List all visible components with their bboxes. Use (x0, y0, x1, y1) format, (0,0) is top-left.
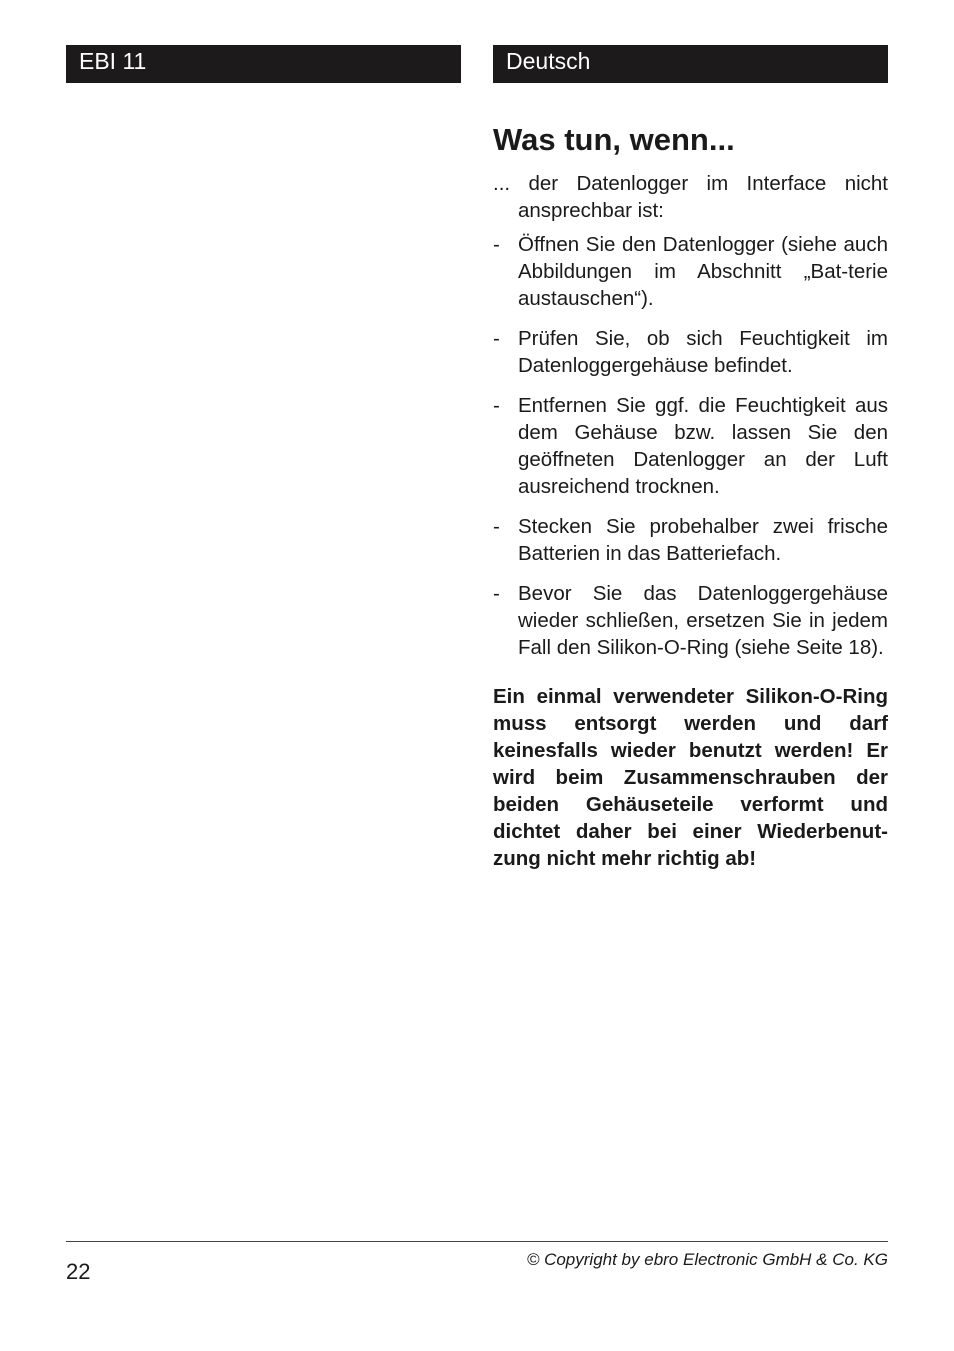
list-item (493, 231, 888, 312)
list-item-text: Prüfen Sie, ob sich Feuchtigkeit im Datenloggergehäuse befindet. (518, 327, 888, 377)
copyright-notice: © Copyright by ebro Electronic GmbH & Co. KG (526, 1250, 888, 1269)
list-item (493, 392, 888, 500)
list-dash: - (493, 515, 500, 538)
list-item (493, 580, 888, 661)
list-item (493, 513, 888, 567)
list-dash: - (493, 233, 500, 256)
section-intro: ... der Datenlogger im Interface nicht ansprechbar ist: (493, 172, 888, 222)
list-dash: - (493, 394, 500, 417)
footer-divider (66, 1241, 888, 1242)
section-title: Was tun, wenn... (493, 122, 735, 157)
header-product-bar (66, 45, 461, 83)
troubleshooting-section (493, 118, 888, 893)
list-item-text: Entfernen Sie ggf. die Feuchtigkeit aus dem Gehäuse bzw. lassen Sie den geöffneten Datenlogger an der Luft ausreichend trocknen. (518, 394, 888, 498)
list-item-text: Öffnen Sie den Datenlogger (siehe auch Abbildungen im Abschnitt „Bat-terie austauschen“). (518, 233, 888, 310)
list-dash: - (493, 582, 500, 605)
list-item (493, 325, 888, 379)
header-language-bar (493, 45, 888, 83)
warning-note: Ein einmal verwendeter Silikon-O-Ring muss entsorgt werden und darf keinesfalls wieder benutzt werden! Er wird beim Zusammenschrauben der beiden Gehäuseteile verformt und dichtet daher bei einer Wiederbenut-zung nicht mehr richtig ab! (493, 685, 888, 870)
list-dash: - (493, 327, 500, 350)
page-number: 22 (66, 1259, 91, 1284)
product-name: EBI 11 (79, 48, 147, 74)
language-label: Deutsch (506, 48, 591, 74)
list-item-text: Bevor Sie das Datenloggergehäuse wieder schließen, ersetzen Sie in jedem Fall den Silikon-O-Ring (siehe Seite 18). (518, 582, 888, 659)
list-item-text: Stecken Sie probehalber zwei frische Batterien in das Batteriefach. (518, 515, 888, 565)
